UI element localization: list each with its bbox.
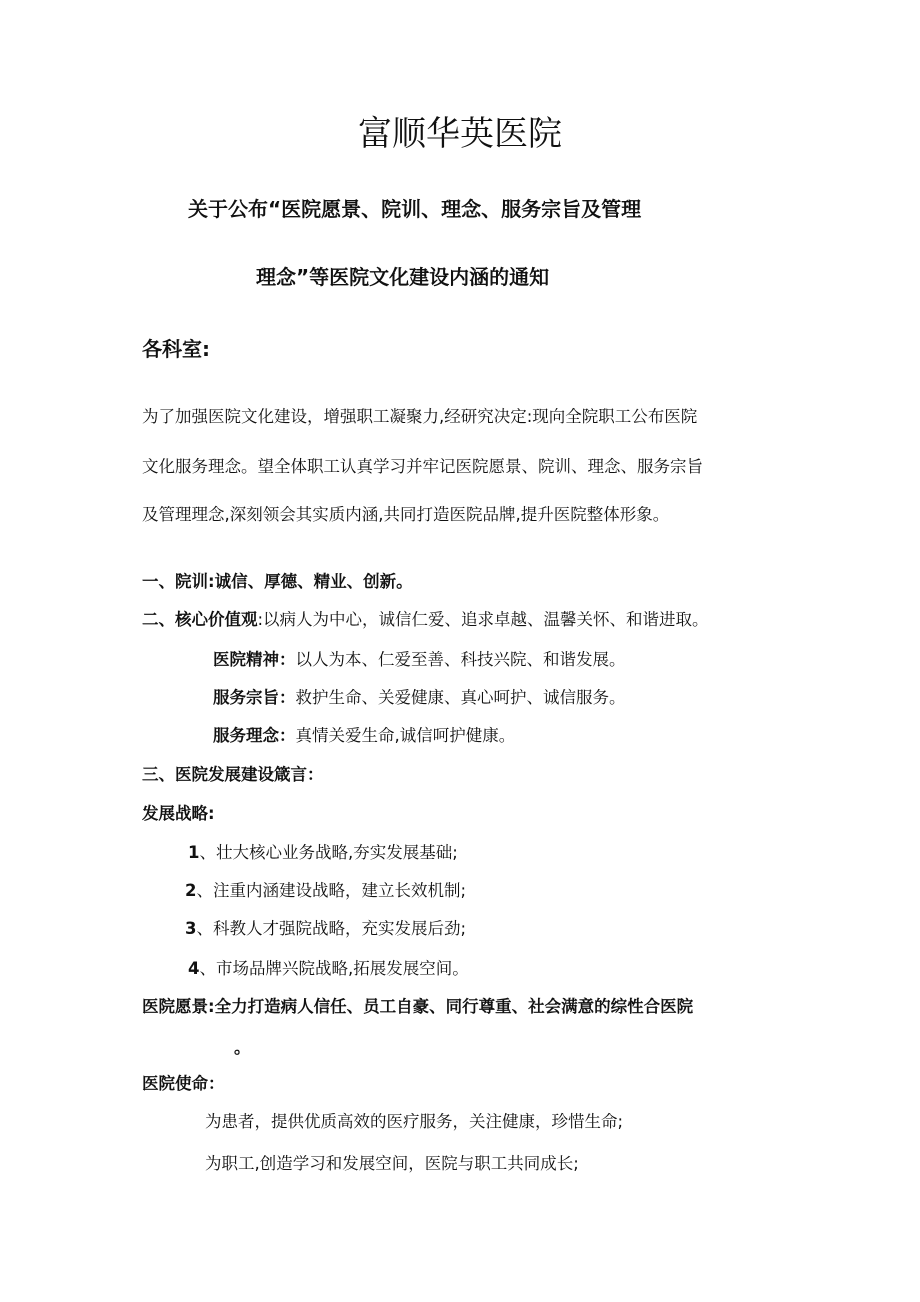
- section-2-core-values: [142, 608, 709, 632]
- strategy-1-text: 、壮大核心业务战略,夯实发展基础;: [199, 843, 458, 862]
- hospital-name: 富顺华英医院: [358, 114, 562, 154]
- hospital-spirit-text: 以人为本、仁爱至善、科技兴院、和谐发展。: [295, 650, 626, 669]
- mission-2: 为职工,创造学习和发展空间，医院与职工共同成长;: [205, 1154, 579, 1173]
- hospital-spirit: [213, 648, 626, 672]
- strategy-2-num: 2: [185, 881, 197, 900]
- hospital-vision: [142, 995, 693, 1019]
- strategy-4: [188, 957, 469, 981]
- section-1-motto: 一、院训:诚信、厚德、精业、创新。: [142, 572, 413, 591]
- strategy-1-num: 1: [188, 843, 200, 862]
- strategy-2: [185, 879, 466, 903]
- greeting: 各科室:: [142, 337, 210, 361]
- notice-title-line-2: 理念”等医院文化建设内涵的通知: [256, 265, 550, 289]
- vision-end-mark: 。: [234, 1038, 251, 1057]
- service-philosophy: [213, 724, 515, 748]
- strategy-3: [185, 917, 466, 941]
- vision-text: 全力打造病人信任、员工自豪、同行尊重、社会满意的综性合医院: [214, 997, 694, 1016]
- service-tenet: [213, 686, 626, 710]
- intro-line-2: 文化服务理念。望全体职工认真学习并牢记医院愿景、院训、理念、服务宗旨: [142, 457, 703, 476]
- strategy-3-num: 3: [185, 919, 197, 938]
- mission-1: 为患者，提供优质高效的医疗服务，关注健康，珍惜生命;: [205, 1112, 624, 1131]
- strategy-4-text: 、市场品牌兴院战略,拓展发展空间。: [199, 959, 469, 978]
- strategy-2-text: 、注重内涵建设战略，建立长效机制;: [196, 881, 467, 900]
- strategy-3-text: 、科教人才强院战略，充实发展后劲;: [196, 919, 467, 938]
- notice-title-line-1: 关于公布“医院愿景、院训、理念、服务宗旨及管理: [188, 197, 642, 221]
- section-2-text: :以病人为中心，诚信仁爱、追求卓越、温馨关怀、和谐进取。: [257, 610, 709, 629]
- service-philosophy-text: 真情关爱生命,诚信呵护健康。: [295, 726, 516, 745]
- mission-label: 医院使命：: [142, 1074, 225, 1093]
- service-philosophy-label: 服务理念：: [213, 726, 296, 745]
- section-2-label: 二、核心价值观: [142, 610, 258, 629]
- intro-line-1: 为了加强医院文化建设，增强职工凝聚力,经研究决定:现向全院职工公布医院: [142, 407, 698, 426]
- strategy-4-num: 4: [188, 959, 200, 978]
- strategy-1: [188, 841, 458, 865]
- service-tenet-text: 救护生命、关爱健康、真心呵护、诚信服务。: [295, 688, 626, 707]
- section-3-label: 三、医院发展建设箴言：: [142, 765, 324, 784]
- strategy-label: 发展战略:: [142, 804, 215, 823]
- vision-label: 医院愿景:: [142, 997, 215, 1016]
- hospital-spirit-label: 医院精神：: [213, 650, 296, 669]
- intro-line-3: 及管理理念,深刻领会其实质内涵,共同打造医院品牌,提升医院整体形象。: [142, 505, 670, 524]
- service-tenet-label: 服务宗旨：: [213, 688, 296, 707]
